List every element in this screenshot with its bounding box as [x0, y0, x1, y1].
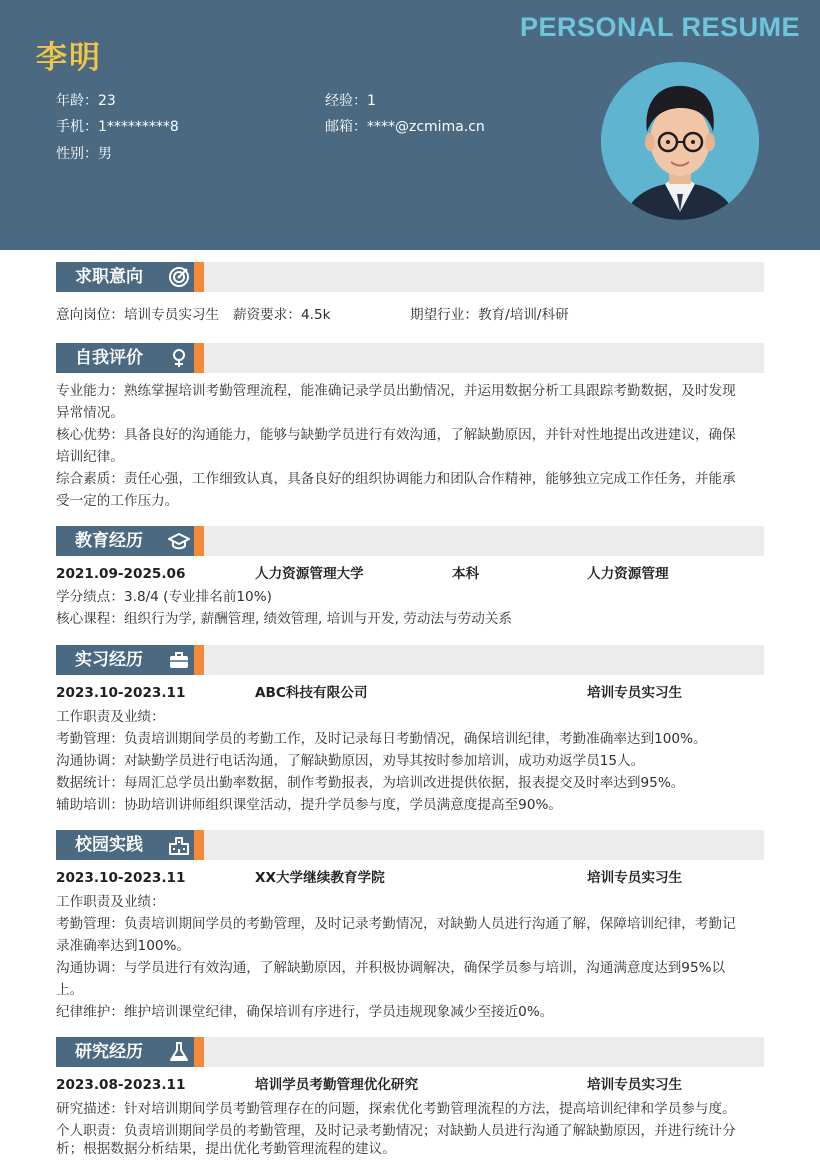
avatar-photo [601, 62, 759, 220]
section-title-self: 自我评价 [56, 343, 194, 373]
briefcase-icon [168, 649, 190, 671]
email-text: 邮箱：****@zcmima.cn [325, 119, 485, 135]
building-icon [168, 834, 190, 856]
research-role: 培训专员实习生 [587, 1077, 683, 1093]
section-title-campus: 校园实践 [56, 830, 194, 860]
self-line-3: 核心优势：具备良好的沟通能力，能够与缺勤学员进行有效沟通，了解缺勤原因，并针对性地提出改进建议，确保 [56, 427, 736, 443]
internship-company: ABC科技有限公司 [255, 685, 368, 701]
section-accent [194, 830, 204, 860]
self-line-1: 专业能力：熟练掌握培训考勤管理流程，能准确记录学员出勤情况，并运用数据分析工具跟踪考勤数据，及时发现 [56, 383, 736, 399]
avatar [601, 62, 759, 220]
internship-line-3: 沟通协调：对缺勤学员进行电话沟通，了解缺勤原因，劝导其按时参加培训，成功劝返学员15人。 [56, 753, 645, 769]
phone-text: 手机：1*********8 [56, 119, 179, 135]
self-line-5: 综合素质：责任心强，工作细致认真，具备良好的组织协调能力和团队合作精神，能够独立完成工作任务，并能承 [56, 471, 736, 487]
section-title-research: 研究经历 [56, 1037, 194, 1067]
gender-text: 性别：男 [56, 146, 112, 162]
flask-icon [168, 1041, 190, 1063]
research-line-2: 个人职责：负责培训期间学员的考勤管理，及时记录考勤情况；对缺勤人员进行沟通了解缺勤原因，并进行统计分 [56, 1123, 736, 1139]
section-header-internship [56, 645, 764, 675]
section-title-education: 教育经历 [56, 526, 194, 556]
intent-position: 意向岗位：培训专员实习生 [56, 307, 220, 323]
campus-line-6: 纪律维护：维护培训课堂纪律，确保培训有序进行，学员违规现象减少至接近0%。 [56, 1004, 554, 1020]
research-line-3: 析；根据数据分析结果，提出优化考勤管理流程的建议。 [56, 1141, 396, 1157]
education-school: 人力资源管理大学 [255, 566, 364, 582]
education-gpa: 学分绩点：3.8/4 (专业排名前10%) [56, 589, 272, 605]
graduation-cap-icon [168, 530, 190, 552]
education-courses: 核心课程：组织行为学, 薪酬管理, 绩效管理, 培训与开发, 劳动法与劳动关系 [56, 611, 512, 627]
section-header-research [56, 1037, 764, 1067]
campus-org: XX大学继续教育学院 [255, 870, 385, 886]
research-topic: 培训学员考勤管理优化研究 [255, 1077, 419, 1093]
section-accent [194, 262, 204, 292]
campus-line-2: 考勤管理：负责培训期间学员的考勤管理，及时记录考勤情况，对缺勤人员进行沟通了解，保障培训纪律，考勤记 [56, 916, 736, 932]
section-header-education [56, 526, 764, 556]
target-icon [168, 266, 190, 288]
internship-date: 2023.10-2023.11 [56, 685, 186, 701]
self-line-2: 异常情况。 [56, 405, 124, 421]
section-header-intent [56, 262, 764, 292]
section-accent [194, 343, 204, 373]
intent-salary: 薪资要求：4.5k [233, 307, 331, 323]
person-icon [168, 347, 190, 369]
age-text: 年龄：23 [56, 93, 116, 109]
education-date: 2021.09-2025.06 [56, 566, 186, 582]
internship-line-5: 辅助培训：协助培训讲师组织课堂活动，提升学员参与度，学员满意度提高至90%。 [56, 797, 562, 813]
section-accent [194, 645, 204, 675]
internship-role: 培训专员实习生 [587, 685, 683, 701]
section-accent [194, 1037, 204, 1067]
section-header-campus [56, 830, 764, 860]
resume-header [0, 0, 820, 250]
intent-industry: 期望行业：教育/培训/科研 [410, 307, 569, 323]
resume-title: PERSONAL RESUME [519, 12, 800, 42]
campus-line-4: 沟通协调：与学员进行有效沟通，了解缺勤原因，并积极协调解决，确保学员参与培训，沟通满意度达到95%以 [56, 960, 726, 976]
research-date: 2023.08-2023.11 [56, 1077, 186, 1093]
section-title-internship: 实习经历 [56, 645, 194, 675]
section-header-self [56, 343, 764, 373]
education-degree: 本科 [452, 566, 480, 582]
experience-text: 经验：1 [325, 93, 376, 109]
section-accent [194, 526, 204, 556]
internship-line-1: 工作职责及业绩： [56, 709, 165, 725]
section-title-intent: 求职意向 [56, 262, 194, 292]
research-line-1: 研究描述：针对培训期间学员考勤管理存在的问题，探索优化考勤管理流程的方法，提高培训纪律和学员参与度。 [56, 1101, 736, 1117]
campus-line-1: 工作职责及业绩： [56, 894, 165, 910]
candidate-name: 李明 [36, 40, 102, 76]
self-line-4: 培训纪律。 [56, 449, 124, 465]
self-line-6: 受一定的工作压力。 [56, 493, 179, 509]
campus-role: 培训专员实习生 [587, 870, 683, 886]
internship-line-4: 数据统计：每周汇总学员出勤率数据，制作考勤报表，为培训改进提供依据，报表提交及时率达到95%。 [56, 775, 685, 791]
internship-line-2: 考勤管理：负责培训期间学员的考勤工作，及时记录每日考勤情况，确保培训纪律，考勤准确率达到100%。 [56, 731, 707, 747]
education-major: 人力资源管理 [587, 566, 669, 582]
campus-date: 2023.10-2023.11 [56, 870, 186, 886]
campus-line-3: 录准确率达到100%。 [56, 938, 191, 954]
campus-line-5: 上。 [56, 982, 84, 998]
